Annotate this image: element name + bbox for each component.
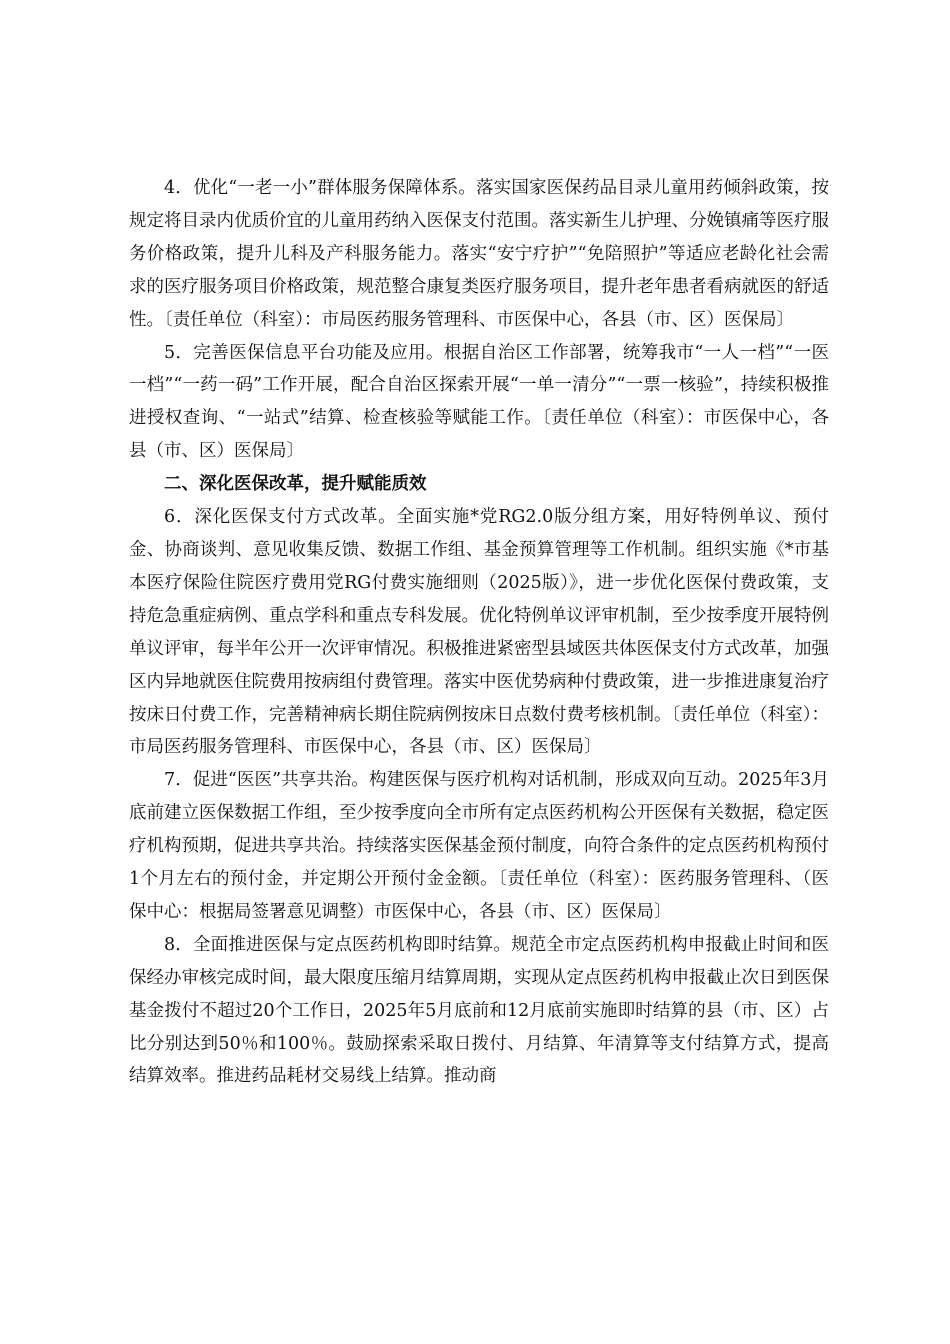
- paragraph-item-7: 7．促进“医医”共享共治。构建医保与医疗机构对话机制，形成双向互动。2025年3月底前建立医保数据工作组，至少按季度向全市所有定点医药机构公开医保有关数据，稳定医疗机构预期，促进共享共治。持续落实医保基金预付制度，向符合条件的定点医药机构预付1个月左右的预付金，并定期公开预付金金额。〔责任单位（科室）：医药服务管理科、（医保中心：根据局签署意见调整）市医保中心，各县（市、区）医保局〕: [129, 770, 829, 922]
- paragraph-item-5: 5．完善医保信息平台功能及应用。根据自治区工作部署，统筹我市“一人一档”“一医一档”“一药一码”工作开展，配合自治区探索开展“一单一清分”“一票一核验”，持续积极推进授权查询、“一站式”结算、检查核验等赋能工作。〔责任单位（科室）：市医保中心，各县（市、区）医保局〕: [129, 342, 829, 462]
- paragraph-item-6: 6．深化医保支付方式改革。全面实施*党RG2.0版分组方案，用好特例单议、预付金、协商谈判、意见收集反馈、数据工作组、基金预算管理等工作机制。组织实施《*市基本医疗保险住院医疗费用党RG付费实施细则（2025版）》，进一步优化医保付费政策，支持危急重症病例、重点学科和重点专科发展。优化特例单议评审机制，至少按季度开展特例单议评审，每半年公开一次评审情况。积极推进紧密型县域医共体医保支付方式改革，加强区内异地就医住院费用按病组付费管理。落实中医优势病种付费政策，进一步推进康复治疗按床日付费工作，完善精神病长期住院病例按床日点数付费考核机制。〔责任单位（科室）：市局医药服务管理科、市医保中心，各县（市、区）医保局〕: [129, 507, 829, 758]
- paragraph-item-4: 4．优化“一老一小”群体服务保障体系。落实国家医保药品目录儿童用药倾斜政策，按规定将目录内优质价宜的儿童用药纳入医保支付范围。落实新生儿护理、分娩镇痛等医疗服务价格政策，提升儿科及产科服务能力。落实“安宁疗护”“免陪照护”等适应老龄化社会需求的医疗服务项目价格政策，规范整合康复类医疗服务项目，提升老年患者看病就医的舒适性。〔责任单位（科室）：市局医药服务管理科、市医保中心，各县（市、区）医保局〕: [129, 178, 829, 330]
- paragraph-item-8: 8．全面推进医保与定点医药机构即时结算。规范全市定点医药机构申报截止时间和医保经办审核完成时间，最大限度压缩月结算周期，实现从定点医药机构申报截止次日到医保基金拨付不超过20个工作日，2025年5月底前和12月底前实施即时结算的县（市、区）占比分别达到50％和100％。鼓励探索采取日拨付、月结算、年清算等支付结算方式，提高结算效率。推进药品耗材交易线上结算。推动商: [129, 934, 829, 1087]
- section-heading: 二、深化医保改革，提升赋能质效: [164, 474, 427, 495]
- document-body: [129, 172, 829, 1093]
